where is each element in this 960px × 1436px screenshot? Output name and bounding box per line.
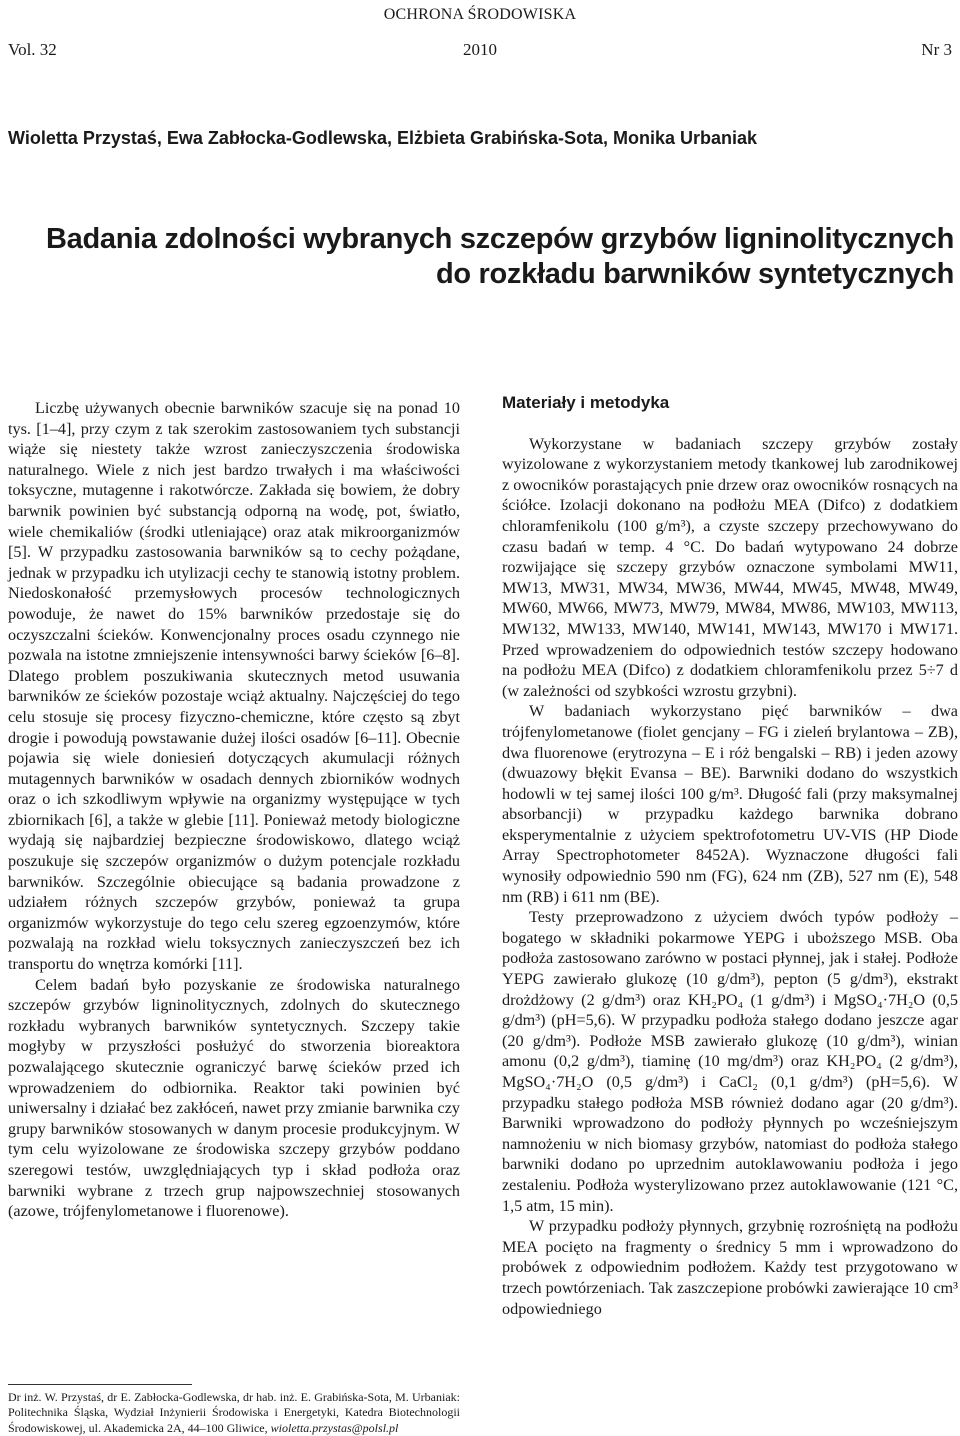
aim-paragraph: Celem badań było pozyskanie ze środowiska naturalnego szczepów grzybów ligninolitycznych, zdolnych do skutecznego rozkładu wybranych barwników syntetycznych. Szczepy takie mogłyby w przyszłości posłużyć do stworzenia bioreaktora pozwalającego skutecznie ograniczyć barwę ścieków przed ich wprowadzeniem do odbiornika. Reaktor taki powinien być uniwersalny i działać bez zakłóceń, nawet przy zmianie barwnika czy grupy barwników stosowanych w danym procesie produkcyjnym. W tym celu wyizolowane ze środowiska szczepy grzybów poddano szeregowi testów, uwzględniających typ i skład podłoża oraz barwniki wybrane z trzech grup najpowszechniej stosowanych (azowe, trójfenylometanowe i fluorenowe).	[8, 975, 460, 1221]
right-column	[502, 393, 958, 1319]
section-heading-materials-methods: Materiały i metodyka	[502, 393, 670, 412]
left-column	[8, 398, 460, 1222]
article-title-line-1: Badania zdolności wybranych szczepów grzybów ligninolitycznych	[46, 223, 954, 255]
footnote-text: Dr inż. W. Przystaś, dr E. Zabłocka-Godlewska, dr hab. inż. E. Grabińska-Sota, M. Urbaniak: Politechnika Śląska, Wydział Inżynierii Środowiska i Energetyki, Katedra Biotechnologii Środowiskowej, ul. Akademicka 2A, 44–100 Gliwice,	[8, 1390, 460, 1435]
author-email: wioletta.przystas@polsl.pl	[270, 1420, 399, 1435]
issue-number: Nr 3	[921, 40, 952, 59]
footnote-divider	[8, 1384, 192, 1385]
author-affiliation-footnote	[8, 1390, 460, 1436]
methods-paragraph-liquid-cultures: W przypadku podłoży płynnych, grzybnię rozrośniętą na podłożu MEA pocięto na fragmenty o średnicy 5 mm i wprowadzono do probówek z odpowiednim podłożem. Każdy test przygotowano w trzech powtórzeniach. Tak zaszczepione probówki zawierające 10 cm³ odpowiedniego	[502, 1217, 958, 1318]
article-title-line-2: do rozkładu barwników syntetycznych	[435, 258, 954, 290]
article-title	[2, 222, 954, 292]
issue-year: 2010	[463, 40, 497, 59]
intro-paragraph: Liczbę używanych obecnie barwników szacuje się na ponad 10 tys. [1–4], przy czym z tak szerokim zastosowaniem tych substancji wiąże się niestety także wzrost zanieczyszczenia środowiska naturalnego. Wiele z nich jest bardzo trwałych i ma właściwości toksyczne, mutagenne i rakotwórcze. Zakłada się bowiem, że dobry barwnik powinien być substancją odporną na wodę, pot, światło, wiele chemikaliów (środki utleniające) oraz atak mikroorganizmów [5]. W przypadku zastosowania barwników są to cechy pożądane, jednak w przypadku ich utylizacji cechy te stanowią istotny problem. Niedoskonałość przemysłowych procesów technologicznych powoduje, że nawet do 15% barwników przedostaje się do oczyszczalni ścieków. Konwencjonalny proces osadu czynnego nie pozwala na istotne zmniejszenie intensywności barwy ścieków [6–8]. Dlatego problem poszukiwania skutecznych metod usuwania barwników ze ścieków pozostaje wciąż aktualny. Najczęściej do tego celu stosuje się procesy fizyczno-chemiczne, które często są zbyt drogie i powodują powstawanie dużej ilości osadów [6–11]. Obecnie pojawia się wiele doniesień dotyczących akumulacji różnych mutagennych barwników w osadach dennych zbiorników wodnych oraz o ich szkodliwym wpływie na organizmy występujące w tych zbiornikach [6], a także w glebie [11]. Ponieważ metody biologiczne wydają się najbardziej bezpieczne środowiskowo, dlatego wciąż poszukuje się szczepów organizmów o dużym potencjale rozkładu barwników. Szczególnie obiecujące są badania prowadzone z udziałem różnych szczepów grzybów, ponieważ ta grupa organizmów wykorzystuje do tego celu szereg egzoenzymów, które pozwalają na rozkład wielu toksycznych zanieczyszczeń bez ich transportu do wnętrza komórki [11].	[8, 399, 460, 974]
methods-paragraph-media: Testy przeprowadzono z użyciem dwóch typów podłoży – bogatego w składniki pokarmowe YEPG i uboższego MSB. Oba podłoża zastosowano zarówno w postaci płynnej, jak i stałej. Podłoże YEPG zawierało glukozę (10 g/dm³), pepton (5 g/dm³), ekstrakt drożdżowy (2 g/dm³) oraz KH₂PO₄ (1 g/dm³) i MgSO₄·7H₂O (0,5 g/dm³) (pH=5,6). W przypadku podłoża stałego dodano jeszcze agar (20 g/dm³). Podłoże MSB zawierało glukozę (10 g/dm³), winian amonu (0,2 g/dm³), tiaminę (10 mg/dm³) oraz KH₂PO₄ (2 g/dm³), MgSO₄·7H₂O (0,5 g/dm³) i CaCl₂ (0,1 g/dm³) (pH=5,6). W przypadku stałego podłoża MSB również dodano agar (20 g/dm³). Barwniki wprowadzono do podłoży płynnych po wcześniejszym namnożeniu w nich biomasy grzybów, natomiast do podłoża stałego barwniki dodano po uprzednim autoklawowaniu podłoża i jego zestaleniu. Podłoża wysterylizowano przez autoklawowanie (121 °C, 1,5 atm, 15 min).	[502, 908, 958, 1215]
journal-name: OCHRONA ŚRODOWISKA	[383, 6, 577, 23]
article-authors: Wioletta Przystaś, Ewa Zabłocka-Godlewska, Elżbieta Grabińska-Sota, Monika Urbaniak	[8, 128, 758, 148]
issue-volume: Vol. 32	[8, 40, 57, 59]
methods-paragraph-dyes: W badaniach wykorzystano pięć barwników – dwa trójfenylometanowe (fiolet gencjany – FG i zieleń brylantowa – ZB), dwa fluorenowe (erytrozyna – E i róż bengalski – RB) i jeden azowy (dwuazowy błękit Evansa – BE). Barwniki dodano do wszystkich hodowli w tej samej ilości 100 g/m³. Długość fali (przy maksymalnej absorbancji) w przypadku każdego barwnika dobrano eksperymentalnie z użyciem spektrofotometru UV-VIS (HP Diode Array Spectrophotometer 8452A). Wyznaczone długości fali wynosiły odpowiednio 590 nm (FG), 624 nm (ZB), 527 nm (E), 548 nm (RB) i 611 nm (BE).	[502, 702, 958, 906]
methods-paragraph-strains: Wykorzystane w badaniach szczepy grzybów zostały wyizolowane z wykorzystaniem metody tkankowej lub zarodnikowej z owocników porastających pnie drzew oraz owocników rosnących na ściółce. Izolacji dokonano na podłożu MEA (Difco) z dodatkiem chloramfenikolu (100 g/m³), a czyste szczepy przechowywano do czasu badań w temp. 4 °C. Do badań wytypowano 24 dobrze rozwijające się szczepy grzybów oznaczone symbolami MW11, MW13, MW31, MW34, MW36, MW44, MW45, MW48, MW49, MW60, MW66, MW73, MW79, MW84, MW86, MW103, MW113, MW132, MW133, MW140, MW141, MW143, MW170 i MW171. Przed wprowadzeniem do odpowiednich testów szczepy hodowano na podłożu MEA (Difco) z dodatkiem chloramfenikolu przez 5÷7 d (w zależności od szybkości wzrostu grzybni).	[502, 434, 958, 700]
